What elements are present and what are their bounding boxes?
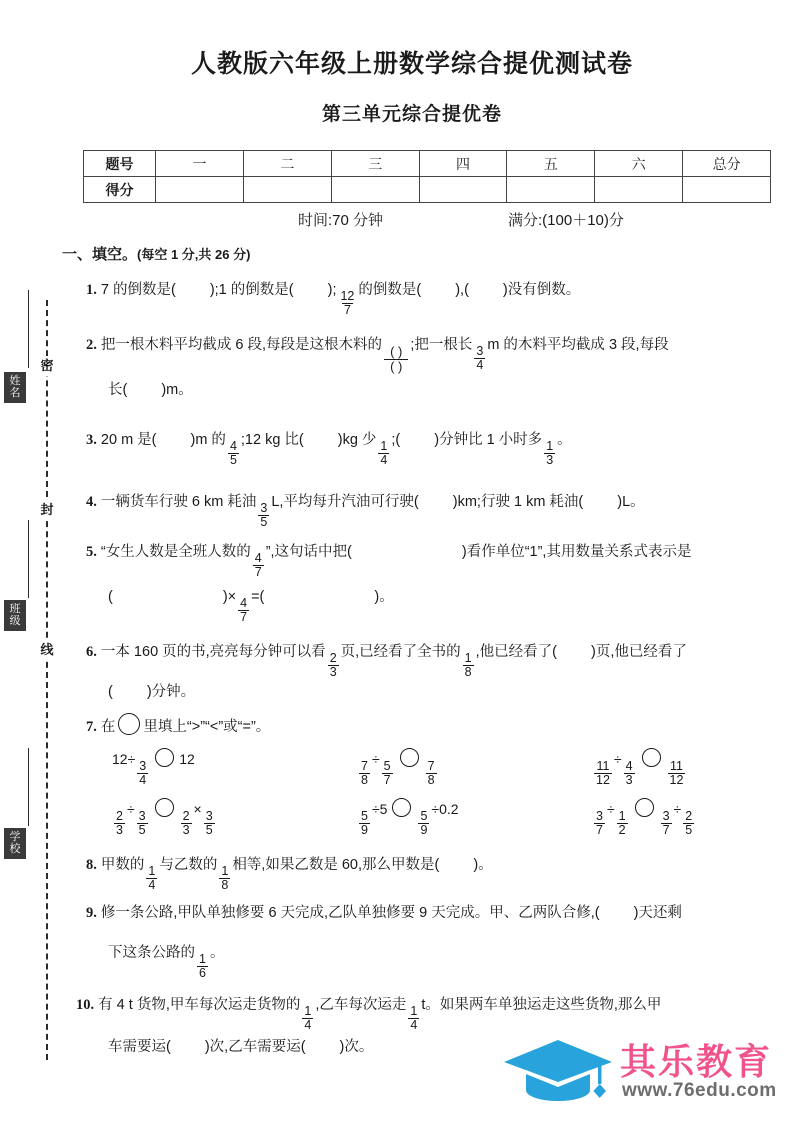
- circle-icon-answer-3[interactable]: [642, 748, 661, 767]
- table-row-question-numbers: [84, 151, 771, 177]
- question-7-item-2-right-numerator: 7: [427, 759, 435, 773]
- page-subtitle: 第三单元综合提优卷: [321, 104, 502, 125]
- question-7-item-2-left-fraction: [359, 760, 370, 787]
- question-10-fraction-1-numerator: 1: [304, 1004, 312, 1018]
- question-7-item-4-right-numerator-2: 3: [205, 809, 213, 823]
- question-6-line1: [86, 637, 687, 679]
- question-6-fraction-2-numerator: 1: [464, 651, 472, 665]
- question-8-fraction-1-numerator: 1: [148, 864, 156, 878]
- question-7-item-6-right-denominator-2: 5: [685, 822, 693, 837]
- question-7-item-2-second-numerator: 5: [383, 759, 391, 773]
- question-8-number: 8.: [86, 857, 97, 873]
- question-1-fraction-numerator: 12: [340, 289, 355, 303]
- question-7-item-4-right-fraction-2: [204, 810, 215, 837]
- question-7-item-3-left-denominator: 12: [596, 772, 610, 787]
- question-4-part4: )L。: [617, 494, 645, 510]
- question-7-item-5-left-numerator: 5: [361, 809, 368, 823]
- question-5-fraction-1-denominator: 7: [254, 564, 262, 579]
- question-6-part2: 页,已经看了全书的: [340, 644, 461, 660]
- question-7-item-5-right-fraction: [418, 810, 429, 837]
- question-3-fraction-1: [228, 440, 239, 467]
- question-3-fraction-2: [378, 440, 389, 467]
- section-heading-fill-in: [62, 243, 250, 264]
- question-8-fraction-2: [219, 865, 230, 892]
- question-7-item-4-second-fraction: [137, 810, 148, 837]
- question-7-item-3-second-numerator: 4: [625, 759, 633, 773]
- question-5-line1: [86, 537, 691, 579]
- question-2-line2: [108, 375, 193, 405]
- question-1-part2: );1 的倒数是(: [209, 282, 294, 298]
- score-table-col-4: 四: [419, 151, 507, 177]
- question-2-number: 2.: [86, 337, 97, 353]
- question-7-item-4-operator: ÷: [126, 801, 135, 817]
- question-2-fraction-numerator: 3: [476, 344, 484, 358]
- score-table-label-score: 得分: [84, 177, 156, 203]
- question-7-item-2-left-numerator: 7: [361, 759, 368, 773]
- question-7-item-6-right-numerator-2: 2: [685, 809, 693, 823]
- question-5-fraction-2-denominator: 7: [240, 609, 248, 624]
- question-2-blank-fraction[interactable]: [384, 345, 408, 375]
- question-7-item-2-operator: ÷: [371, 751, 380, 767]
- question-7-item-6-left-fraction: [594, 810, 605, 837]
- exam-full-score: 满分:(100＋10)分: [508, 212, 624, 229]
- question-6-fraction-2: [463, 652, 474, 679]
- question-5-part6: =(: [251, 589, 265, 605]
- question-7-item-6-right-numerator-1: 3: [662, 809, 670, 823]
- logo-brand-text: 其乐教育: [620, 1041, 773, 1082]
- question-1-part6: )没有倒数。: [502, 282, 581, 298]
- question-4-fraction-1-denominator: 5: [260, 514, 268, 529]
- question-7-item-5-right-denominator: 9: [420, 822, 428, 837]
- question-3-part4: )kg 少: [337, 432, 377, 448]
- question-7-item-6-second-numerator: 1: [618, 809, 626, 823]
- question-2-part5: )m。: [161, 382, 193, 398]
- question-7-item-3-second-denominator: 3: [625, 772, 633, 787]
- question-7-item-2-second-denominator: 7: [383, 772, 391, 787]
- question-9-part1: 修一条公路,甲队单独修要 6 天完成,乙队单独修要 9 天完成。甲、乙两队合修,(: [100, 905, 600, 921]
- question-3-fraction-1-denominator: 5: [229, 452, 237, 467]
- field-label-name: [4, 372, 26, 403]
- circle-icon-answer-1[interactable]: [155, 748, 174, 767]
- question-5-part3: )看作单位“1”,其用数量关系式表示是: [461, 544, 692, 560]
- logo-url-text: www.76edu.com: [622, 1080, 777, 1101]
- question-10-part5: )次,乙车需要运(: [204, 1039, 306, 1055]
- question-3-fraction-3-denominator: 3: [546, 452, 554, 467]
- question-10-line1: [76, 990, 661, 1032]
- question-4-fraction-1: [258, 502, 269, 529]
- question-2-line1: [86, 330, 669, 375]
- field-label-school-char2: 校: [9, 842, 21, 855]
- score-table-col-1: 一: [156, 151, 244, 177]
- question-1-part5: ),(: [455, 282, 469, 298]
- question-6-part3: ,他已经看了(: [475, 644, 557, 660]
- question-7-part1: 在: [100, 719, 116, 735]
- question-7-item-1-left-int: 12÷: [112, 751, 136, 767]
- question-3-fraction-3: [544, 440, 555, 467]
- score-table-col-total: 总分: [683, 151, 771, 177]
- question-5-number: 5.: [86, 544, 97, 560]
- question-7-item-5-left-fraction: [359, 810, 370, 837]
- field-rule-name: [28, 290, 29, 368]
- question-7-item-3-operator: ÷: [613, 751, 622, 767]
- score-cell-total[interactable]: [683, 177, 771, 203]
- question-7-item-1-left-numerator: 3: [139, 759, 147, 773]
- question-4-part2: L,平均每升汽油可行驶(: [271, 494, 419, 510]
- field-label-school-char1: 学: [9, 831, 21, 843]
- question-7-item-6-right-fraction-2: [683, 810, 694, 837]
- question-7-item-1-left-denominator: 4: [139, 772, 147, 787]
- seal-dashed-line: [46, 300, 48, 1060]
- question-2-part2: ;把一根长: [410, 337, 473, 353]
- question-9-fraction-1-denominator: 6: [199, 965, 206, 980]
- question-6-part5: (: [108, 684, 113, 700]
- question-3-fraction-2-denominator: 4: [380, 452, 388, 467]
- table-row-scores: [84, 177, 771, 203]
- question-7-item-3-left-numerator: 11: [596, 759, 610, 773]
- question-8-part1: 甲数的: [100, 857, 145, 873]
- question-1-number: 1.: [86, 282, 97, 298]
- question-7-item-4: [112, 798, 217, 837]
- page-title: 人教版六年级上册数学综合提优测试卷: [190, 50, 633, 78]
- field-label-school: [4, 828, 26, 859]
- question-10-fraction-2: [408, 1005, 419, 1032]
- question-7-item-6-right-fraction-1: [661, 810, 672, 837]
- score-table-col-2: 二: [243, 151, 331, 177]
- seal-char-xian: 线: [37, 640, 57, 660]
- question-6-part1: 一本 160 页的书,亮亮每分钟可以看: [100, 644, 326, 660]
- binding-margin: [0, 0, 62, 1121]
- question-7-item-6-left-denominator: 7: [596, 822, 603, 837]
- question-2-fraction-denominator: 4: [476, 357, 484, 372]
- graduation-cap-icon: [502, 1038, 614, 1102]
- question-9-line1: [86, 898, 682, 928]
- question-7-item-4-right-operator: ×: [193, 801, 202, 817]
- question-6-part4: )页,他已经看了: [590, 644, 687, 660]
- question-2-part1: 把一根木料平均截成 6 段,每段是这根木料的: [100, 337, 383, 353]
- field-rule-class: [28, 520, 29, 598]
- question-7-item-6-right-denominator-1: 7: [662, 822, 670, 837]
- site-logo: [502, 1032, 792, 1108]
- question-4-fraction-1-numerator: 3: [260, 501, 268, 515]
- question-10-part4: 车需要运(: [108, 1039, 171, 1055]
- question-2-blank-fraction-numerator[interactable]: ( ): [390, 343, 403, 359]
- question-5-part4: (: [108, 589, 113, 605]
- question-9-part4: 。: [209, 945, 225, 961]
- question-1-fraction-denominator: 7: [343, 302, 351, 317]
- question-1-part4: 的倒数是(: [358, 282, 422, 298]
- question-9-part3: 下这条公路的: [108, 945, 195, 961]
- question-10-fraction-2-numerator: 1: [410, 1004, 418, 1018]
- question-7-item-6-second-denominator: 2: [618, 822, 626, 837]
- question-2-part3: m 的木料平均截成 3 段,每段: [487, 337, 669, 353]
- question-4-part1: 一辆货车行驶 6 km 耗油: [100, 494, 257, 510]
- question-1-part3: );: [327, 282, 337, 298]
- question-8: [86, 850, 493, 892]
- question-7-prompt: [86, 712, 270, 742]
- question-7-item-4-right-denominator-2: 5: [205, 822, 213, 837]
- question-3-part5: ;(: [391, 432, 401, 448]
- question-7-item-3-second-fraction: [624, 760, 635, 787]
- question-7-item-5: [357, 798, 459, 837]
- score-table: [83, 150, 771, 203]
- question-3-part1: 20 m 是(: [100, 432, 157, 448]
- question-7-item-4-second-numerator: 3: [138, 809, 146, 823]
- question-10-part6: )次。: [339, 1039, 374, 1055]
- question-3-number: 3.: [86, 432, 97, 448]
- question-7-item-4-right-denominator-1: 3: [182, 822, 190, 837]
- question-4: [86, 487, 645, 529]
- question-8-fraction-1-denominator: 4: [148, 877, 156, 892]
- question-7-item-4-right-fraction-1: [181, 810, 192, 837]
- field-rule-school: [28, 748, 29, 826]
- question-8-fraction-2-denominator: 8: [221, 877, 229, 892]
- question-2-fraction: [474, 345, 485, 372]
- circle-icon-answer-6[interactable]: [635, 798, 654, 817]
- question-7-item-3-left-fraction: [594, 760, 612, 787]
- question-7-part2: 里填上“>”“<”或“=”。: [143, 719, 271, 735]
- question-7-item-2-right-fraction: [426, 760, 437, 787]
- score-cell-2[interactable]: [243, 177, 331, 203]
- question-6-fraction-1-numerator: 2: [329, 651, 337, 665]
- question-7-item-5-operator: ÷5: [371, 801, 388, 817]
- question-7-item-2-left-denominator: 8: [361, 772, 368, 787]
- question-6-fraction-1-denominator: 3: [329, 664, 337, 679]
- question-6-fraction-1: [328, 652, 339, 679]
- question-8-fraction-1: [146, 865, 157, 892]
- question-9-line2: [108, 938, 224, 980]
- question-7-item-5-right-operator: ÷0.2: [431, 801, 459, 817]
- question-7-item-2: [357, 748, 439, 787]
- question-7-item-6-right-operator: ÷: [673, 801, 682, 817]
- question-6-part6: )分钟。: [146, 684, 196, 700]
- circle-icon-answer-4[interactable]: [155, 798, 174, 817]
- field-label-class-char2: 级: [9, 614, 21, 627]
- score-cell-3[interactable]: [331, 177, 419, 203]
- seal-char-feng: 封: [37, 500, 57, 520]
- question-9-fraction-1-numerator: 1: [199, 952, 206, 966]
- question-5-part7: )。: [374, 589, 394, 605]
- question-5-fraction-1: [253, 552, 264, 579]
- question-7-item-4-left-fraction: [114, 810, 125, 837]
- question-9-number: 9.: [86, 905, 97, 921]
- circle-icon-answer-5[interactable]: [392, 798, 411, 817]
- field-label-class: [4, 600, 26, 631]
- question-5-line2: [108, 582, 394, 624]
- field-label-name-char2: 名: [9, 386, 21, 399]
- question-8-part3: 相等,如果乙数是 60,那么甲数是(: [232, 857, 440, 873]
- score-cell-5[interactable]: [507, 177, 595, 203]
- question-9-part2: )天还剩: [633, 905, 682, 921]
- question-6-line2: [108, 677, 195, 707]
- question-8-part4: )。: [473, 857, 493, 873]
- score-cell-4[interactable]: [419, 177, 507, 203]
- question-5-part2: ”,这句话中把(: [265, 544, 352, 560]
- question-7-item-3-right-fraction: [668, 760, 686, 787]
- question-7-item-4-left-denominator: 3: [116, 822, 123, 837]
- question-6-number: 6.: [86, 644, 97, 660]
- question-3-fraction-2-numerator: 1: [380, 439, 388, 453]
- question-7-item-6-operator: ÷: [606, 801, 615, 817]
- question-7-item-1: [112, 748, 195, 787]
- exam-page: [62, 0, 793, 1121]
- question-7-item-4-right-numerator-1: 2: [182, 809, 190, 823]
- question-3-fraction-3-numerator: 1: [546, 439, 554, 453]
- question-4-part3: )km;行驶 1 km 耗油(: [452, 494, 584, 510]
- question-10-part1: 有 4 t 货物,甲车每次运走货物的: [98, 997, 301, 1013]
- question-3: [86, 425, 572, 467]
- question-7-item-6: [592, 798, 696, 837]
- question-7-item-4-second-denominator: 5: [138, 822, 146, 837]
- score-table-col-3: 三: [331, 151, 419, 177]
- question-5-part1: “女生人数是全班人数的: [100, 544, 251, 560]
- question-7-item-3: [592, 748, 687, 787]
- question-7-item-3-right-denominator: 12: [669, 772, 684, 787]
- question-10-fraction-1-denominator: 4: [304, 1017, 312, 1032]
- question-3-part6: )分钟比 1 小时多: [434, 432, 543, 448]
- question-7-item-3-right-numerator: 11: [670, 759, 683, 773]
- question-8-part2: 与乙数的: [159, 857, 218, 873]
- question-5-fraction-1-numerator: 4: [254, 551, 262, 565]
- score-cell-6[interactable]: [595, 177, 683, 203]
- question-3-fraction-1-numerator: 4: [229, 439, 237, 453]
- question-7-item-5-left-denominator: 9: [361, 822, 368, 837]
- question-7-item-5-right-numerator: 5: [420, 809, 428, 823]
- question-7-item-6-second-fraction: [617, 810, 628, 837]
- question-2-part4: 长(: [108, 382, 128, 398]
- field-label-class-char1: 班: [9, 603, 21, 615]
- question-10-fraction-1: [302, 1005, 313, 1032]
- question-10-number: 10.: [76, 997, 95, 1013]
- question-10-fraction-2-denominator: 4: [410, 1017, 418, 1032]
- circle-icon-answer-2[interactable]: [400, 748, 419, 767]
- question-7-number: 7.: [86, 719, 97, 735]
- question-1: [86, 275, 580, 317]
- question-7-item-1-left-fraction: [137, 760, 148, 787]
- field-label-name-char1: 姓: [9, 375, 21, 387]
- seal-char-mi: 密: [37, 356, 57, 376]
- question-5-fraction-2: [238, 597, 249, 624]
- section-heading-points: (每空 1 分,共 26 分): [137, 247, 251, 262]
- question-7-item-6-left-numerator: 3: [596, 809, 603, 823]
- circle-icon-prompt: [118, 713, 140, 735]
- question-1-fraction: [338, 290, 356, 317]
- question-7-item-1-right: 12: [179, 751, 195, 767]
- question-5-fraction-2-numerator: 4: [240, 596, 248, 610]
- question-5-part5: )×: [222, 589, 237, 605]
- question-3-part7: 。: [557, 432, 572, 448]
- question-10-part3: t。如果两车单独运走这些货物,那么甲: [421, 997, 662, 1013]
- section-heading-label: 一、填空。: [62, 246, 138, 263]
- score-cell-1[interactable]: [156, 177, 244, 203]
- exam-time: 时间:70 分钟: [298, 212, 384, 229]
- question-10-part2: ,乙车每次运走: [315, 997, 407, 1013]
- question-3-part3: ;12 kg 比(: [240, 432, 304, 448]
- question-8-fraction-2-numerator: 1: [221, 864, 229, 878]
- question-7-item-2-right-denominator: 8: [427, 772, 435, 787]
- question-4-number: 4.: [86, 494, 97, 510]
- question-6-fraction-2-denominator: 8: [464, 664, 472, 679]
- score-table-col-6: 六: [595, 151, 683, 177]
- question-10-line2: [108, 1032, 373, 1062]
- question-3-part2: )m 的: [190, 432, 226, 448]
- question-9-fraction-1: [197, 953, 208, 980]
- question-7-item-4-left-numerator: 2: [116, 809, 123, 823]
- question-7-item-2-second-fraction: [382, 760, 393, 787]
- question-2-blank-fraction-denominator[interactable]: ( ): [384, 359, 408, 375]
- score-table-label-question: 题号: [84, 151, 156, 177]
- question-1-part1: 7 的倒数是(: [100, 282, 176, 298]
- score-table-col-5: 五: [507, 151, 595, 177]
